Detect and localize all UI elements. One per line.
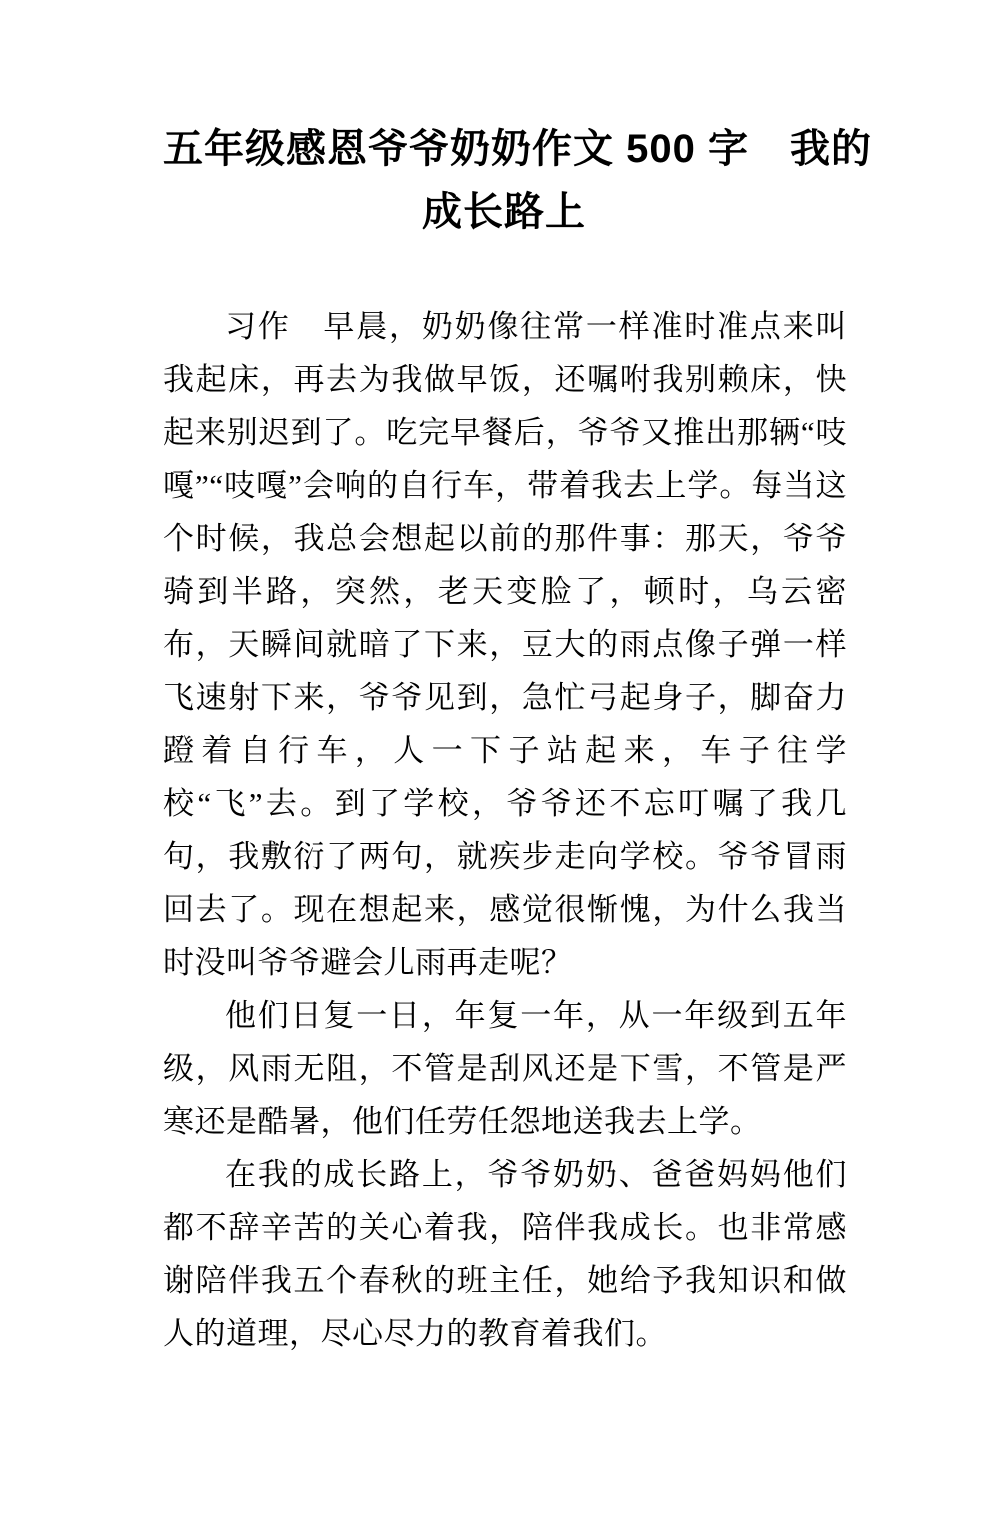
title-line-2: 成长路上 (422, 190, 586, 234)
essay-paragraph-1: 习作 早晨，奶奶像往常一样准时准点来叫我起床，再去为我做早饭，还嘱咐我别赖床，快起来别迟到了。吃完早餐后，爷爷又推出那辆“吱嘎”“吱嘎”会响的自行车，带着我去上学。每当这个时候，我总会想起以前的那件事：那天，爷爷骑到半路，突然，老天变脸了，顿时，乌云密布，天瞬间就暗了下来，豆大的雨点像子弹一样飞速射下来，爷爷见到，急忙弓起身子，脚奋力蹬着自行车，人一下子站起来，车子往学校“飞”去。到了学校，爷爷还不忘叮嘱了我几句，我敷衍了两句，就疾步走向学校。爷爷冒雨回去了。现在想起来，感觉很惭愧，为什么我当时没叫爷爷避会儿雨再走呢？ (163, 309, 847, 980)
essay-body (163, 300, 847, 1360)
title-line-1: 五年级感恩爷爷奶奶作文 500 字 我的 (163, 127, 872, 171)
essay-paragraph-3: 在我的成长路上，爷爷奶奶、爸爸妈妈他们都不辞辛苦的关心着我，陪伴我成长。也非常感谢陪伴我五个春秋的班主任，她给予我知识和做人的道理，尽心尽力的教育着我们。 (163, 1157, 847, 1351)
essay-paragraph-2: 他们日复一日，年复一年，从一年级到五年级，风雨无阻，不管是刮风还是下雪，不管是严寒还是酷暑，他们任劳任怨地送我去上学。 (163, 998, 847, 1139)
document-title (163, 118, 872, 244)
document-page (0, 118, 993, 1522)
